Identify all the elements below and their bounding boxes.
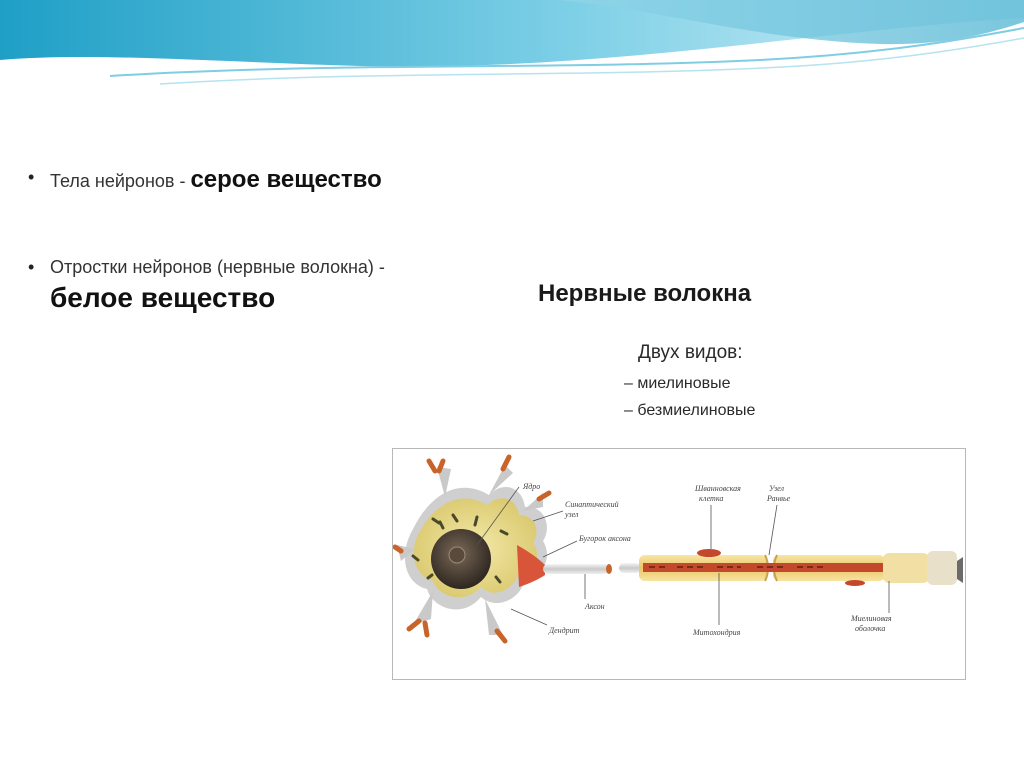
label-schwann-cell-line2: клетка xyxy=(699,494,724,503)
neuron-diagram-panel xyxy=(392,448,966,680)
label-axon: Аксон xyxy=(585,602,605,611)
neuron-diagram xyxy=(393,449,965,679)
fibers-title: Нервные волокна xyxy=(538,280,752,307)
label-mitochondria: Митохондрия xyxy=(693,628,741,637)
nucleolus xyxy=(449,547,465,563)
label-nucleus: Ядро xyxy=(523,482,541,491)
fiber-type-unmyelinated: – безмиелиновые xyxy=(624,402,756,419)
label-myelin-sheath-line2: оболочка xyxy=(855,624,886,633)
white-matter-term: белое вещество xyxy=(50,282,276,313)
fiber-type-myelinated: – миелиновые xyxy=(624,375,731,392)
label-ranvier-node-line1: Узел xyxy=(769,484,784,493)
wave-header-decoration xyxy=(0,0,1024,90)
gray-matter-label: Тела нейронов - xyxy=(50,171,191,191)
gray-matter-term: серое вещество xyxy=(190,166,382,193)
nerve-fibers-block xyxy=(392,252,966,692)
bullet-dot: • xyxy=(28,167,35,187)
label-axon-hillock: Бугорок аксона xyxy=(579,534,631,543)
label-dendrite: Дендрит xyxy=(549,626,580,635)
bullet-gray-matter-text xyxy=(50,166,382,194)
schwann-cell-nucleus xyxy=(697,549,721,557)
label-synaptic-node-line2: узел xyxy=(565,510,579,519)
label-ranvier-node-line2: Ранвье xyxy=(767,494,791,503)
bullet-white-matter-text xyxy=(50,256,385,314)
myelinated-fiber xyxy=(619,549,963,586)
bullet-dot: • xyxy=(28,257,35,277)
label-myelin-sheath-line1: Миелиновая xyxy=(851,614,892,623)
label-synaptic-node-line1: Синаптический xyxy=(565,500,619,509)
fibers-subtitle: Двух видов: xyxy=(638,342,743,363)
bullet-gray-matter xyxy=(28,166,382,194)
bullet-white-matter xyxy=(28,256,385,314)
axon-stub xyxy=(543,564,609,574)
white-matter-label: Отростки нейронов (нервные волокна) - xyxy=(50,257,385,277)
label-schwann-cell-line1: Шванновская xyxy=(695,484,741,493)
